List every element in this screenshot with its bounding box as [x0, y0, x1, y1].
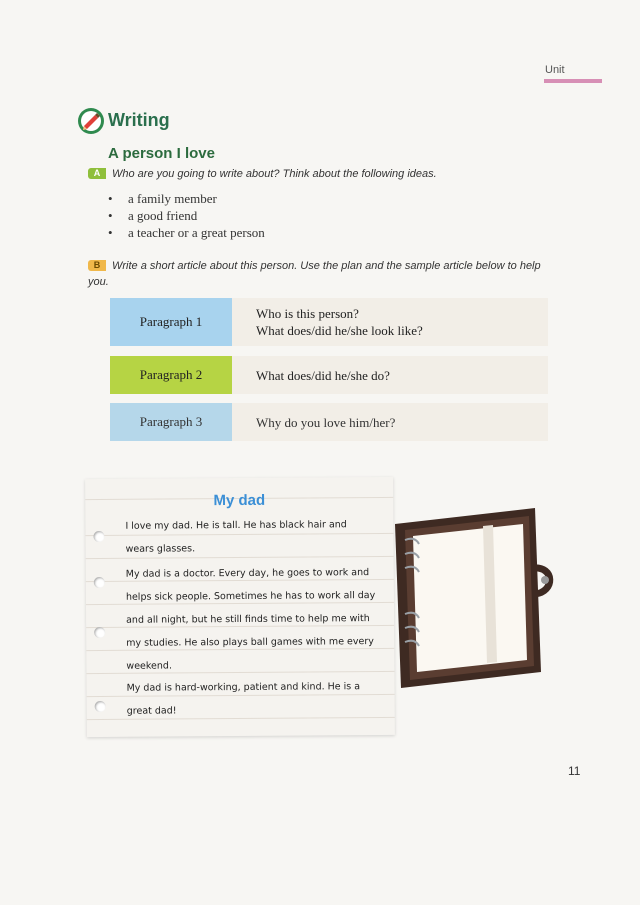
- plan-row-3: [110, 403, 548, 441]
- list-item: • a family member: [108, 190, 265, 207]
- sample-paragraph: I love my dad. He is tall. He has black hair and wears glasses.: [125, 519, 347, 555]
- section-title: Writing: [108, 110, 170, 130]
- plan-row-1: [110, 298, 548, 346]
- sample-paragraph: My dad is hard-working, patient and kind. He is a great dad!: [126, 681, 361, 717]
- punch-hole: [94, 577, 105, 588]
- task-b-text: Write a short article about this person. Use the plan and the sample article below to help you.: [88, 260, 541, 288]
- plan-question: Why do you love him/her?: [256, 414, 396, 430]
- task-a: [88, 166, 518, 182]
- plan-question: What does/did he/she look like?: [256, 323, 423, 338]
- page-number: 11: [568, 764, 581, 778]
- ideas-list: [108, 190, 265, 241]
- punch-hole: [93, 531, 104, 542]
- punch-hole: [94, 627, 105, 638]
- plan-paragraph-label: Paragraph 1: [110, 298, 232, 346]
- task-b: [88, 258, 548, 290]
- punch-hole: [95, 701, 106, 712]
- writing-pencil-icon: [76, 106, 106, 136]
- plan-questions: [232, 403, 548, 441]
- list-item: • a teacher or a great person: [108, 224, 265, 241]
- plan-paragraph-label: Paragraph 3: [110, 403, 232, 441]
- sample-article-note: [85, 477, 395, 737]
- plan-paragraph-label: Paragraph 2: [110, 356, 232, 394]
- plan-questions: [232, 298, 548, 346]
- sample-paragraph: My dad is a doctor. Every day, he goes to work and helps sick people. Sometimes he has to work all day and all night, but he still finds time to help me with my studies. He also plays ball games with me every weekend.: [125, 567, 376, 672]
- notebook-organizer-illustration: [383, 500, 558, 690]
- plan-row-2: [110, 356, 548, 394]
- task-a-badge: A: [88, 168, 106, 179]
- plan-question: Who is this person?: [256, 306, 359, 321]
- sample-title: My dad: [213, 491, 266, 510]
- unit-bar: [544, 79, 602, 83]
- plan-questions: [232, 356, 548, 394]
- task-a-text: Who are you going to write about? Think about the following ideas.: [112, 168, 437, 180]
- list-item: • a good friend: [108, 207, 265, 224]
- plan-question: What does/did he/she do?: [256, 367, 390, 383]
- task-b-badge: B: [88, 260, 106, 271]
- unit-label: Unit: [545, 64, 565, 76]
- section-subtitle: A person I love: [108, 145, 215, 162]
